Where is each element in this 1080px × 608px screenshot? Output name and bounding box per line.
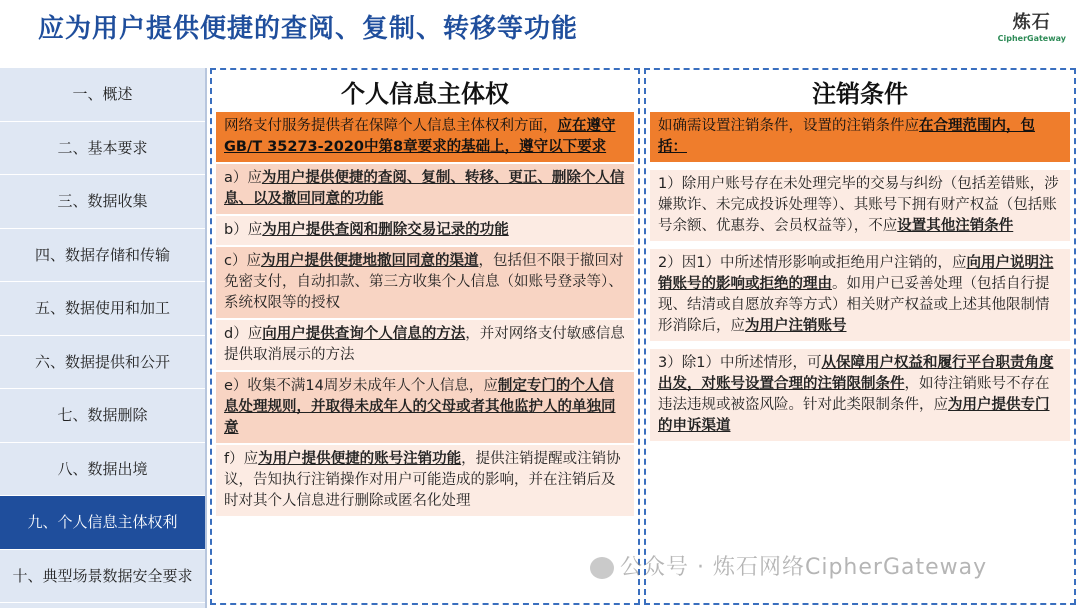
watermark — [590, 550, 987, 581]
item-text: ，如待注销账号不存在违法违规或被盗风险。针对此类限制条件，应 — [658, 376, 1050, 413]
left-intro-bold: 应在遵守GB/T 35273-2020中第8章要求的基础上，遵守以下要求 — [224, 118, 616, 155]
item-text: e）收集不满14周岁未成年人个人信息，应 — [224, 378, 498, 394]
item-emphasis: 为用户提供便捷的账号注销功能 — [258, 451, 462, 467]
right-panel-title: 注销条件 — [812, 80, 908, 108]
left-item-a — [216, 164, 634, 214]
left-intro-plain: 网络支付服务提供者在保障个人信息主体权利方面， — [224, 118, 558, 134]
right-item-3 — [650, 349, 1070, 441]
item-emphasis: 向用户说明注销账号的影响或拒绝的理由 — [658, 255, 1054, 292]
right-intro-bold: 在合理范围内，包括： — [658, 118, 1035, 155]
item-text: 2）因1）中所述情形影响或拒绝用户注销的，应 — [658, 255, 967, 271]
item-text: 3）除1）中所述情形，可 — [658, 355, 822, 371]
item-emphasis: 为用户提供专门的申诉渠道 — [658, 397, 1050, 434]
item-text: d）应 — [224, 326, 263, 342]
item-emphasis: 为用户注销账号 — [745, 318, 847, 334]
sidebar-item-subject-rights[interactable]: 九、个人信息主体权利 — [0, 496, 205, 550]
right-intro-plain: 如确需设置注销条件，设置的注销条件应 — [658, 118, 919, 134]
item-text: 1）除用户账号存在未处理完毕的交易与纠纷（包括差错账，涉嫌欺诈、未完成投诉处理等）、其账号下拥有财产权益（包括账号余额、优惠券、会员权益等），不应 — [658, 176, 1059, 234]
item-text: b）应 — [224, 222, 263, 238]
sidebar-item-basic-requirements[interactable]: 二、基本要求 — [0, 122, 205, 176]
item-emphasis: 为用户提供便捷地撤回同意的渠道 — [260, 253, 479, 269]
sidebar-item-data-collection[interactable]: 三、数据收集 — [0, 175, 205, 229]
left-item-d — [216, 320, 634, 370]
item-text: ，包括但不限于撤回对免密支付，自动扣款、第三方收集个人信息（如账号登录等）、系统权限等的授权 — [224, 253, 624, 311]
left-item-f — [216, 445, 634, 516]
sidebar-item-provision-disclosure[interactable]: 六、数据提供和公开 — [0, 336, 205, 390]
item-text: c）应 — [224, 253, 261, 269]
logo-text-cn: 炼石 — [1012, 12, 1051, 33]
sidebar-item-storage-transmission[interactable]: 四、数据存储和传输 — [0, 229, 205, 283]
sidebar-item-cross-border[interactable]: 八、数据出境 — [0, 443, 205, 497]
left-item-c — [216, 247, 634, 318]
item-emphasis: 为用户提供查阅和删除交易记录的功能 — [262, 222, 509, 238]
item-text: a）应 — [224, 170, 262, 186]
subject-rights-panel — [210, 68, 640, 605]
sidebar-nav — [0, 68, 207, 608]
item-emphasis: 从保障用户权益和履行平台职责角度出发，对账号设置合理的注销限制条件 — [658, 355, 1054, 392]
item-emphasis: 为用户提供便捷的查阅、复制、转移、更正、删除个人信息、以及撤回同意的功能 — [224, 170, 625, 207]
left-item-e — [216, 372, 634, 443]
item-text: ，并对网络支付敏感信息提供取消展示的方法 — [224, 326, 625, 363]
item-text: 。如用户已妥善处理（包括自行提现、结清或自愿放弃等方式）相关财产权益或上述其他限制情形消除后，应 — [658, 276, 1050, 334]
item-emphasis: 制定专门的个人信息处理规则，并取得未成年人的父母或者其他监护人的单独同意 — [224, 378, 616, 436]
watermark-text: 公众号 · 炼石网络CipherGateway — [620, 555, 988, 580]
item-text: f）应 — [224, 451, 259, 467]
left-intro-box — [216, 112, 634, 162]
wechat-icon — [590, 557, 614, 579]
right-item-1 — [650, 170, 1070, 241]
sidebar-item-use-processing[interactable]: 五、数据使用和加工 — [0, 282, 205, 336]
page-title: 应为用户提供便捷的查阅、复制、转移等功能 — [38, 14, 579, 44]
brand-logo — [998, 8, 1066, 43]
left-panel-title: 个人信息主体权 — [341, 80, 509, 108]
item-emphasis: 设置其他注销条件 — [897, 218, 1014, 234]
left-item-b — [216, 216, 634, 245]
sidebar-item-typical-scenarios[interactable]: 十、典型场景数据安全要求 — [0, 550, 205, 604]
item-emphasis: 向用户提供查询个人信息的方法 — [262, 326, 466, 342]
item-text: ，提供注销提醒或注销协议，告知执行注销操作对用户可能造成的影响，并在注销后及时对其个人信息进行删除或匿名化处理 — [224, 451, 621, 509]
sidebar-item-data-deletion[interactable]: 七、数据删除 — [0, 389, 205, 443]
right-item-2 — [650, 249, 1070, 341]
cancellation-conditions-panel — [644, 68, 1076, 605]
sidebar-item-overview[interactable]: 一、概述 — [0, 68, 205, 122]
right-intro-box — [650, 112, 1070, 162]
logo-text-en: CipherGateway — [997, 34, 1066, 43]
